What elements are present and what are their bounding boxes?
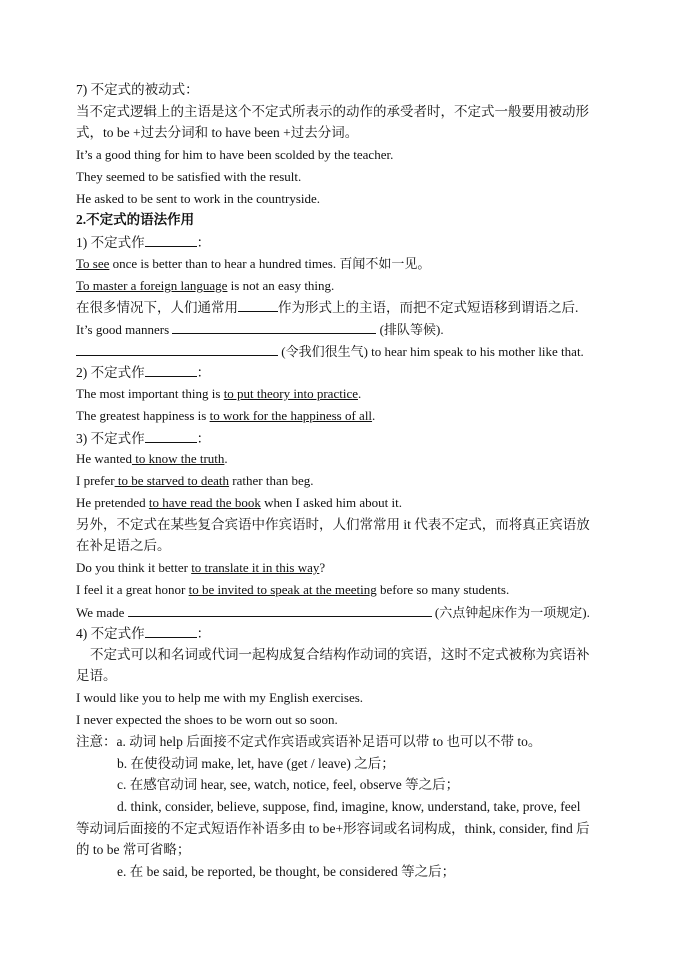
title-text: 3) 不定式作 — [76, 431, 145, 446]
example-sentence — [76, 451, 228, 467]
title-colon: ： — [196, 626, 211, 641]
example-sentence — [76, 560, 325, 576]
underlined-phrase: to be starved to death — [114, 473, 230, 488]
example-sentence — [76, 495, 402, 511]
sentence-end: ? — [319, 560, 326, 575]
title-colon: ： — [196, 235, 211, 250]
example-sentence: He asked to be sent to work in the countryside. — [76, 191, 321, 206]
desc-line: 足语。 — [76, 668, 117, 683]
title-text: 4) 不定式作 — [76, 626, 145, 641]
note-e: e. 在 be said, be reported, be thought, be considered 等之后； — [117, 864, 456, 879]
sentence-start: I feel it a great honor — [76, 582, 189, 597]
answer-blank[interactable] — [145, 625, 197, 638]
desc-line: 不定式可以和名词或代词一起构成复合结构作动词的宾语，这时不定式被称为宾语补 — [90, 647, 590, 662]
answer-blank[interactable] — [145, 364, 197, 377]
note-line: 另外，不定式在某些复合宾语中作宾语时，人们常常用 it 代表不定式，而将真正宾语放 — [76, 517, 590, 532]
title-colon: ： — [196, 431, 211, 446]
answer-blank[interactable] — [145, 430, 197, 443]
example-sentence: I never expected the shoes to be worn out so soon. — [76, 712, 338, 727]
note-text: 作为形式上的主语，而把不定式短语移到谓语之后. — [278, 300, 579, 315]
section-7-desc-line1: 当不定式逻辑上的主语是这个不定式所表示的动作的承受者时，不定式一般要用被动形 — [76, 104, 589, 119]
note-d-line1: d. think, consider, believe, suppose, find, imagine, know, understand, take, prove, feel — [117, 799, 581, 814]
answer-blank[interactable] — [76, 343, 278, 356]
sentence-start: We made — [76, 605, 128, 620]
underlined-phrase: To see — [76, 256, 110, 271]
example-sentence — [76, 473, 314, 489]
example-sentence: It’s a good thing for him to have been scolded by the teacher. — [76, 147, 394, 162]
note-d-line3: 的 to be 常可省略； — [76, 842, 191, 857]
sentence-start: The greatest happiness is — [76, 408, 210, 423]
underlined-phrase: to put theory into practice — [223, 386, 358, 401]
example-sentence — [76, 386, 361, 402]
sentence-start: He wanted — [76, 451, 132, 466]
underlined-phrase: to work for the happiness of all — [209, 408, 373, 423]
note-text: 在很多情况下，人们通常用 — [76, 300, 238, 315]
sentence-end: rather than beg. — [229, 473, 314, 488]
title-text: 1) 不定式作 — [76, 235, 145, 250]
sentence-start: He pretended — [76, 495, 149, 510]
subsection-4-title — [76, 625, 210, 642]
example-sentence — [76, 321, 444, 338]
sentence-start: I prefer — [76, 473, 115, 488]
section-7-desc-line2: 式，to be +过去分词和 to have been +过去分词。 — [76, 125, 359, 140]
section-heading: 2.不定式的语法作用 — [76, 212, 195, 227]
subsection-3-title — [76, 430, 210, 447]
note-d-line2: 等动词后面接的不定式短语作补语多由 to be+形容词或名词构成，think, consider, find 后 — [76, 821, 590, 836]
example-sentence — [76, 278, 334, 294]
sentence-rest: once is better than to hear a hundred times. 百闻不如一见。 — [109, 256, 431, 271]
note-c: c. 在感官动词 hear, see, watch, notice, feel, observe 等之后； — [117, 777, 460, 792]
answer-blank[interactable] — [145, 234, 197, 247]
sentence-start: Do you think it better — [76, 560, 192, 575]
sentence-end: (六点钟起床作为一项规定). — [431, 605, 590, 620]
example-sentence: They seemed to be satisfied with the result. — [76, 169, 302, 184]
example-sentence — [76, 256, 430, 272]
underlined-phrase: to be invited to speak at the meeting — [188, 582, 377, 597]
example-sentence — [76, 604, 590, 621]
section-7-title: 7) 不定式的被动式： — [76, 82, 199, 97]
underlined-phrase: to know the truth — [131, 451, 225, 466]
sentence-start: It’s good manners — [76, 322, 173, 337]
sentence-end: when I asked him about it. — [260, 495, 402, 510]
example-sentence — [76, 343, 584, 360]
sentence-end: . — [357, 386, 362, 401]
sentence-end: (排队等候). — [376, 322, 444, 337]
sentence-end: . — [224, 451, 228, 466]
sentence-end: before so many students. — [376, 582, 510, 597]
underlined-phrase: To master a foreign language — [76, 278, 228, 293]
underlined-phrase: to translate it in this way — [191, 560, 320, 575]
underlined-phrase: to have read the book — [148, 495, 261, 510]
answer-blank[interactable] — [172, 321, 376, 334]
example-sentence — [76, 408, 375, 424]
example-sentence: I would like you to help me with my English exercises. — [76, 690, 364, 705]
note-line — [76, 299, 578, 316]
title-colon: ： — [196, 365, 211, 380]
subsection-2-title — [76, 364, 210, 381]
note-a: 注意：a. 动词 help 后面接不定式作宾语或宾语补足语可以带 to 也可以不带 to。 — [76, 734, 542, 749]
title-text: 2) 不定式作 — [76, 365, 145, 380]
sentence-rest: is not an easy thing. — [227, 278, 335, 293]
sentence-end: (令我们很生气) to hear him speak to his mother like that. — [278, 344, 584, 359]
example-sentence — [76, 582, 509, 598]
sentence-end: . — [372, 408, 376, 423]
note-b: b. 在使役动词 make, let, have (get / leave) 之后； — [117, 756, 395, 771]
sentence-start: The most important thing is — [76, 386, 224, 401]
subsection-1-title — [76, 234, 210, 251]
answer-blank[interactable] — [128, 604, 432, 617]
answer-blank[interactable] — [238, 299, 278, 312]
note-line: 在补足语之后。 — [76, 538, 171, 553]
